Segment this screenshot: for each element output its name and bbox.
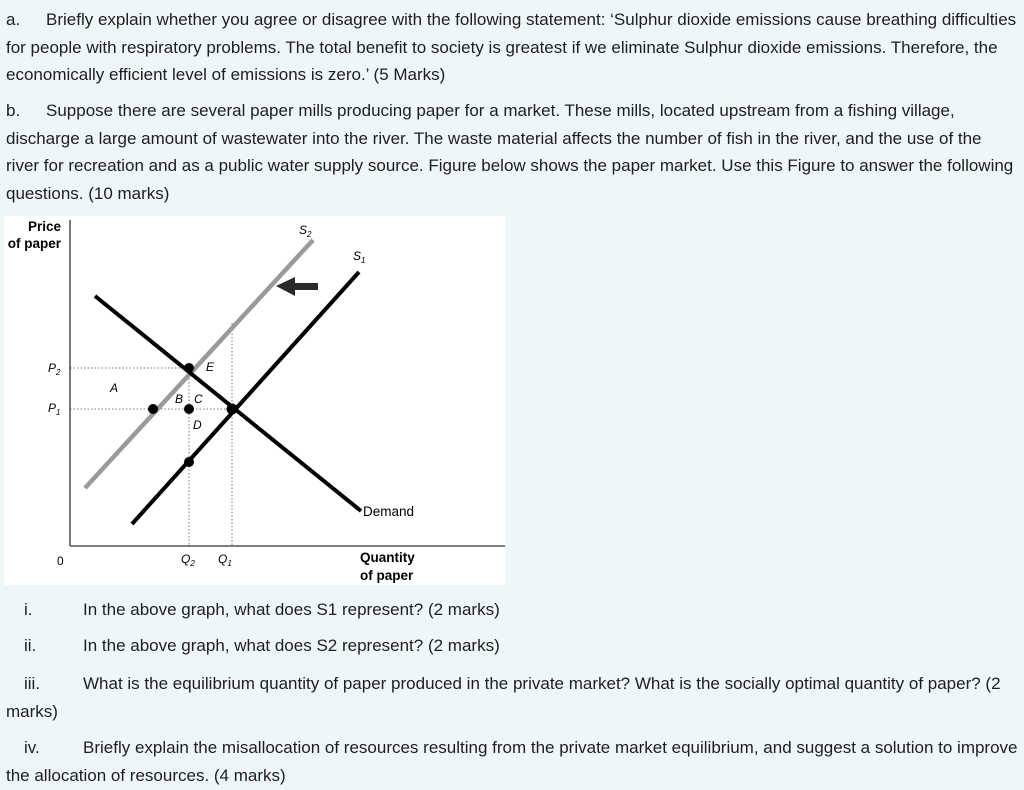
q1-label: $Q_1$ [218,552,232,568]
area-d-label: D [193,418,202,432]
sub-question-iii-num: iii. [24,674,41,693]
sub-question-iv-num: iv. [24,738,40,757]
demand-label: Demand [363,504,415,519]
area-a-label: A [110,381,119,395]
y-axis-label-line1: Price [27,219,61,234]
p1-label: $P_1$ [48,401,61,417]
x-axis-label-line1: Quantity [360,550,415,565]
sub-question-i-text: In the above graph, what does S1 represent? (2 marks) [83,600,500,619]
area-c-label: C [194,392,203,406]
point-p2-q2 [184,363,194,373]
x-axis-label-line2: of paper [360,568,414,583]
sub-question-i [6,596,1018,624]
sub-question-ii-num: ii. [24,636,37,655]
y-axis-label-line2: of paper [7,236,61,251]
demand-line [95,296,361,511]
question-b-text: Suppose there are several paper mills producing paper for a market. These mills, located upstream from a fishing village, discharge a large amount of wastewater into the river. The waste material affects the number of fish in the river, and the use of the river for recreation and as a public water supply source. Figure below shows the paper market. Use this Figure to answer the following questions. (10 marks) [6,101,1014,203]
question-a-label: a. [6,10,21,29]
sub-question-ii-text: In the above graph, what does S2 represent? (2 marks) [83,636,500,655]
supply-demand-figure [4,216,505,585]
left-arrow-icon [276,277,318,296]
area-b-label: B [175,392,184,406]
sub-question-iii [6,670,1018,725]
point-s1-q2 [184,457,194,467]
origin-label: 0 [57,554,64,568]
sub-question-ii [6,632,1018,660]
figure-svg [4,216,505,585]
question-b [6,97,1018,207]
sub-question-i-num: i. [24,600,33,619]
s2-label: $S_2$ [299,223,312,239]
question-a [6,6,1018,89]
sub-question-iv [6,734,1018,789]
q2-label: $Q_2$ [181,552,195,568]
sub-question-iii-text: What is the equilibrium quantity of paper produced in the private market? What is the socially optimal quantity of paper? (2 marks) [6,674,1001,721]
p2-label: $P_2$ [48,361,61,377]
question-a-text: Briefly explain whether you agree or disagree with the following statement: ‘Sulphur dioxide emissions cause breathing difficulties for people with respiratory problems. The total benefit to society is greatest if we eliminate Sulphur dioxide emissions. Therefore, the economically efficient level of emissions is zero.’ (5 Marks) [6,10,1017,84]
s1-label: $S_1$ [353,249,366,265]
point-q2-p1 [184,404,194,414]
point-p1-q1 [227,404,238,415]
sub-question-iv-text: Briefly explain the misallocation of resources resulting from the private market equilibrium, and suggest a solution to improve the allocation of resources. (4 marks) [6,738,1018,785]
area-e-label: E [206,360,215,374]
question-b-label: b. [6,101,21,120]
point-s2-p1 [148,404,158,414]
